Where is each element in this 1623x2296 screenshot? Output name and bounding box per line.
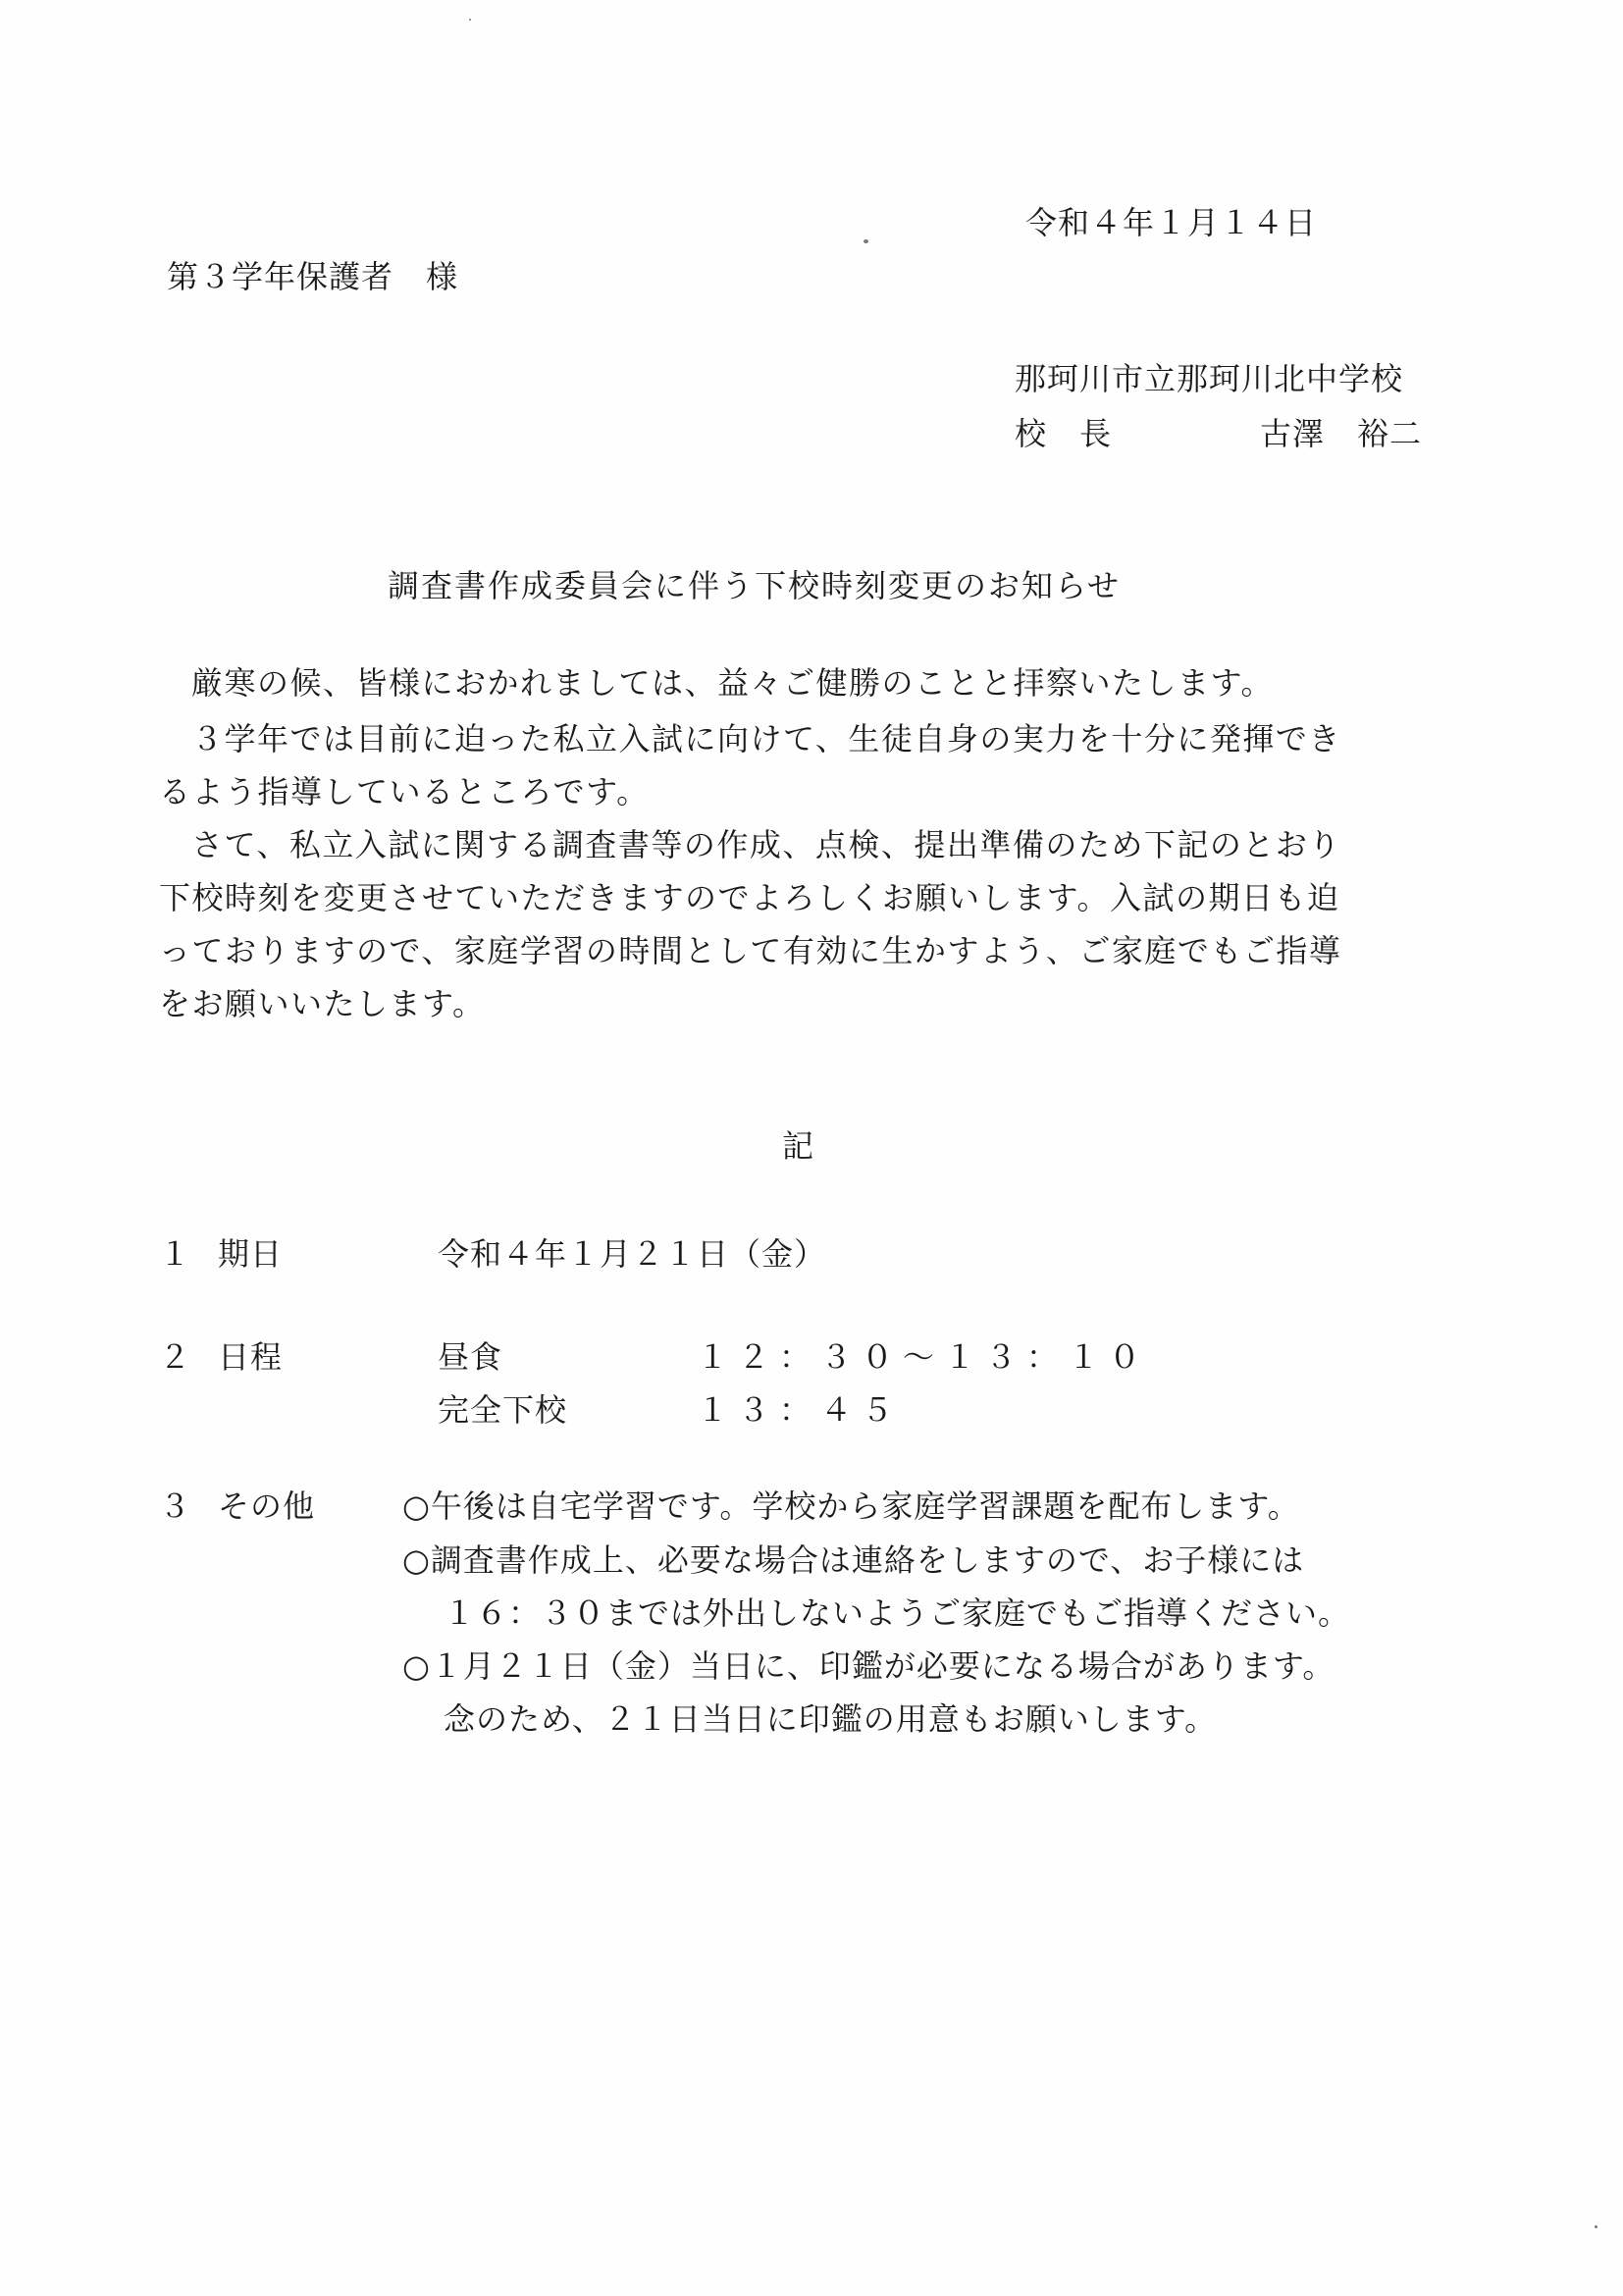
schedule-time-dismissal: １３：４５ <box>697 1391 904 1429</box>
other-note: １６：３０までは外出しないようご家庭でもご指導ください。 <box>444 1594 1351 1632</box>
issue-date: 令和４年１月１４日 <box>1025 204 1318 241</box>
schedule-label-dismissal: 完全下校 <box>438 1391 568 1429</box>
recipient: 第３学年保護者 様 <box>167 258 459 295</box>
body-line: さて、私立入試に関する調査書等の作成、点検、提出準備のため下記のとおり <box>191 826 1341 863</box>
event-date: 令和４年１月２１日（金） <box>438 1235 827 1273</box>
other-note: ○１月２１日（金）当日に、印鑑が必要になる場合があります。 <box>402 1647 1335 1685</box>
ki-heading: 記 <box>782 1127 815 1165</box>
principal-title: 校 長 <box>1015 415 1113 452</box>
scan-speck <box>469 19 471 21</box>
body-line: っておりますので、家庭学習の時間として有効に生かすよう、ご家庭でもご指導 <box>159 932 1342 969</box>
item-label-schedule: 日程 <box>218 1338 284 1376</box>
item-label-date: 期日 <box>218 1235 284 1273</box>
body-line: 下校時刻を変更させていただきますのでよろしくお願いします。入試の期日も迫 <box>159 879 1340 916</box>
body-line: 厳寒の候、皆様におかれましては、益々ご健勝のことと拝察いたします。 <box>191 664 1274 702</box>
other-note: ○調査書作成上、必要な場合は連絡をしますので、お子様には <box>402 1541 1305 1579</box>
principal-name: 古澤 裕二 <box>1260 415 1423 452</box>
scan-speck <box>1595 2225 1597 2228</box>
school-name: 那珂川市立那珂川北中学校 <box>1015 360 1404 397</box>
schedule-time-lunch: １２：３０～１３：１０ <box>697 1338 1151 1376</box>
body-line: ３学年では目前に迫った私立入試に向けて、生徒自身の実力を十分に発揮でき <box>191 720 1341 757</box>
notice-subject: 調査書作成委員会に伴う下校時刻変更のお知らせ <box>388 567 1122 604</box>
other-note: ○午後は自宅学習です。学校から家庭学習課題を配布します。 <box>402 1487 1300 1525</box>
item-number: ３ <box>159 1487 192 1525</box>
body-line: るよう指導しているところです。 <box>159 773 650 810</box>
item-label-other: その他 <box>218 1487 316 1525</box>
body-line: をお願いいたします。 <box>159 985 486 1022</box>
item-number: ２ <box>159 1338 192 1376</box>
other-note: 念のため、２１日当日に印鑑の用意もお願いします。 <box>444 1700 1218 1738</box>
principal-signature <box>1015 414 1422 453</box>
scan-speck <box>864 239 868 243</box>
item-number: １ <box>159 1235 192 1273</box>
schedule-label-lunch: 昼食 <box>438 1338 503 1376</box>
